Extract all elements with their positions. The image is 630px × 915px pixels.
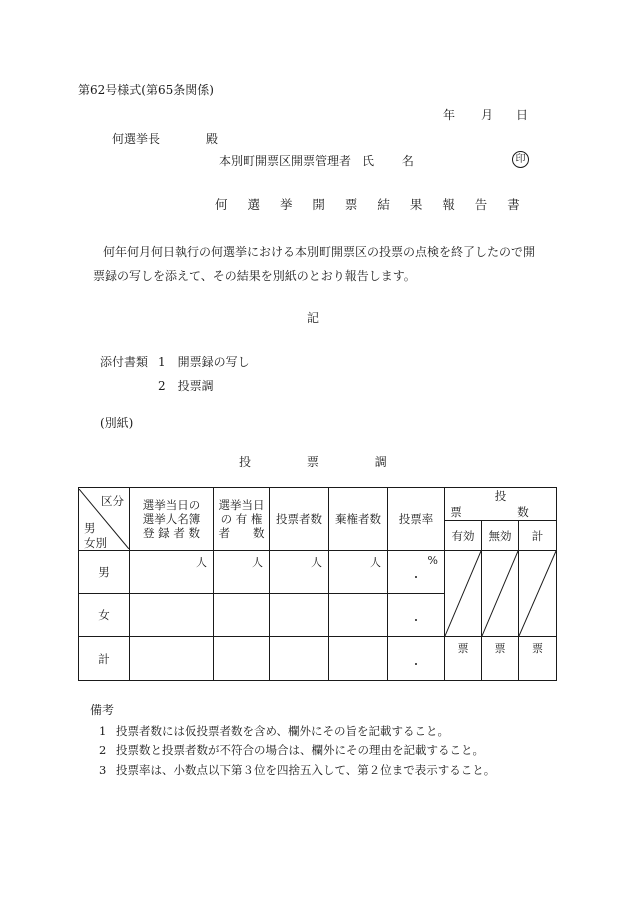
header-invalid: 無効 bbox=[482, 521, 519, 551]
vote-survey-table bbox=[78, 487, 562, 681]
header-rate: 投票率 bbox=[388, 488, 445, 551]
date-day-label: 日 bbox=[516, 108, 529, 122]
header-votes-label: 投 票 数 bbox=[450, 489, 562, 519]
notes-heading: 備考 bbox=[90, 703, 115, 717]
row-label-total: 計 bbox=[79, 637, 130, 681]
cell-valid-total bbox=[445, 637, 482, 681]
unit-person: 人 bbox=[311, 556, 322, 569]
appendix-label: (別紙) bbox=[100, 416, 134, 430]
cell-abstain-female bbox=[329, 594, 388, 637]
cell-abstain-total bbox=[329, 637, 388, 681]
table-title-char-1: 投 bbox=[239, 455, 252, 469]
note-text: 投票者数には仮投票者数を含め、欄外にその旨を記載すること。 bbox=[116, 724, 450, 738]
table-row-total bbox=[79, 637, 557, 681]
cell-abstain-male bbox=[329, 551, 388, 594]
header-registered-line-3: 登 録 者 数 bbox=[143, 526, 200, 540]
attachment-item-2: 2 投票調 bbox=[158, 379, 214, 393]
date-year-label: 年 bbox=[443, 108, 456, 122]
row-label-male: 男 bbox=[79, 551, 130, 594]
cell-registered-female bbox=[130, 594, 214, 637]
header-valid: 有効 bbox=[445, 521, 482, 551]
unit-person: 人 bbox=[370, 556, 381, 569]
ki-marker: 記 bbox=[307, 311, 320, 325]
cell-total-total bbox=[519, 637, 557, 681]
note-number: 3 bbox=[99, 763, 107, 777]
unit-person: 人 bbox=[252, 556, 263, 569]
header-registered-line-2: 選挙人名簿 bbox=[142, 512, 201, 526]
cell-rate-male bbox=[388, 551, 445, 594]
note-item-1 bbox=[99, 726, 449, 738]
note-item-3 bbox=[99, 765, 495, 777]
seal-mark: 印 bbox=[512, 151, 529, 168]
header-eligible-line-3: 者 数 bbox=[218, 526, 265, 540]
cell-eligible-total bbox=[214, 637, 270, 681]
decimal-dot: ・ bbox=[410, 571, 422, 584]
note-text: 投票数と投票者数が不符合の場合は、欄外にその理由を記載すること。 bbox=[116, 743, 484, 757]
header-registered bbox=[130, 488, 214, 551]
attachment-item-1: 1 開票録の写し bbox=[158, 355, 250, 369]
note-item-2 bbox=[99, 745, 484, 757]
corner-label-male: 男 bbox=[84, 521, 96, 535]
note-number: 2 bbox=[99, 743, 107, 757]
table-title-char-2: 票 bbox=[306, 455, 319, 469]
cell-total-struck bbox=[519, 551, 557, 637]
unit-percent: % bbox=[427, 554, 438, 567]
addressee-honorific: 殿 bbox=[206, 132, 219, 146]
body-line-2: 票録の写しを添えて、その結果を別紙のとおり報告します。 bbox=[93, 269, 416, 283]
header-registered-line-1: 選挙当日の bbox=[142, 498, 201, 512]
unit-ticket: 票 bbox=[532, 642, 543, 655]
body-line-1: 何年何月何日執行の何選挙における本別町開票区の投票の点検を終了したので開 bbox=[103, 245, 536, 259]
unit-ticket: 票 bbox=[494, 642, 506, 655]
note-text: 投票率は、小数点以下第３位を四捨五入して、第２位まで表示すること。 bbox=[116, 763, 496, 777]
header-total: 計 bbox=[519, 521, 557, 551]
form-number: 第62号様式(第65条関係) bbox=[78, 83, 214, 97]
cell-rate-female bbox=[388, 594, 445, 637]
decimal-dot: ・ bbox=[410, 614, 422, 627]
sender-title: 本別町開票区開票管理者 bbox=[219, 154, 352, 168]
sender-name-label: 氏 名 bbox=[362, 154, 426, 168]
attachments-label: 添付書類 bbox=[100, 355, 149, 369]
date-month-label: 月 bbox=[481, 108, 494, 122]
row-label-female: 女 bbox=[79, 594, 130, 637]
table-title-char-3: 調 bbox=[374, 455, 387, 469]
cell-eligible-female bbox=[214, 594, 270, 637]
header-abstain: 棄権者数 bbox=[329, 488, 388, 551]
header-votes bbox=[445, 488, 562, 521]
corner-label-category: 区分 bbox=[101, 494, 124, 508]
header-eligible bbox=[214, 488, 270, 551]
unit-ticket: 票 bbox=[457, 642, 469, 655]
header-eligible-line-1: 選挙当日 bbox=[218, 498, 265, 512]
cell-registered-male bbox=[130, 551, 214, 594]
header-voters: 投票者数 bbox=[270, 488, 329, 551]
cell-valid-struck bbox=[445, 551, 482, 637]
cell-eligible-male bbox=[214, 551, 270, 594]
corner-label-sex: 女別 bbox=[84, 536, 107, 550]
cell-voters-total bbox=[270, 637, 329, 681]
cell-registered-total bbox=[130, 637, 214, 681]
cell-rate-total bbox=[388, 637, 445, 681]
document-title: 何 選 挙 開 票 結 果 報 告 書 bbox=[215, 197, 528, 212]
cell-voters-female bbox=[270, 594, 329, 637]
addressee: 何選挙長 bbox=[112, 132, 161, 146]
table-row-male bbox=[79, 551, 557, 594]
unit-person: 人 bbox=[196, 556, 207, 569]
header-eligible-line-2: の 有 権 bbox=[220, 512, 263, 526]
cell-invalid-struck bbox=[482, 551, 519, 637]
corner-header-cell bbox=[79, 488, 130, 551]
decimal-dot: ・ bbox=[410, 658, 422, 671]
cell-voters-male bbox=[270, 551, 329, 594]
note-number: 1 bbox=[99, 724, 107, 738]
body-paragraph bbox=[93, 240, 537, 288]
cell-invalid-total bbox=[482, 637, 519, 681]
table-title bbox=[239, 456, 387, 468]
